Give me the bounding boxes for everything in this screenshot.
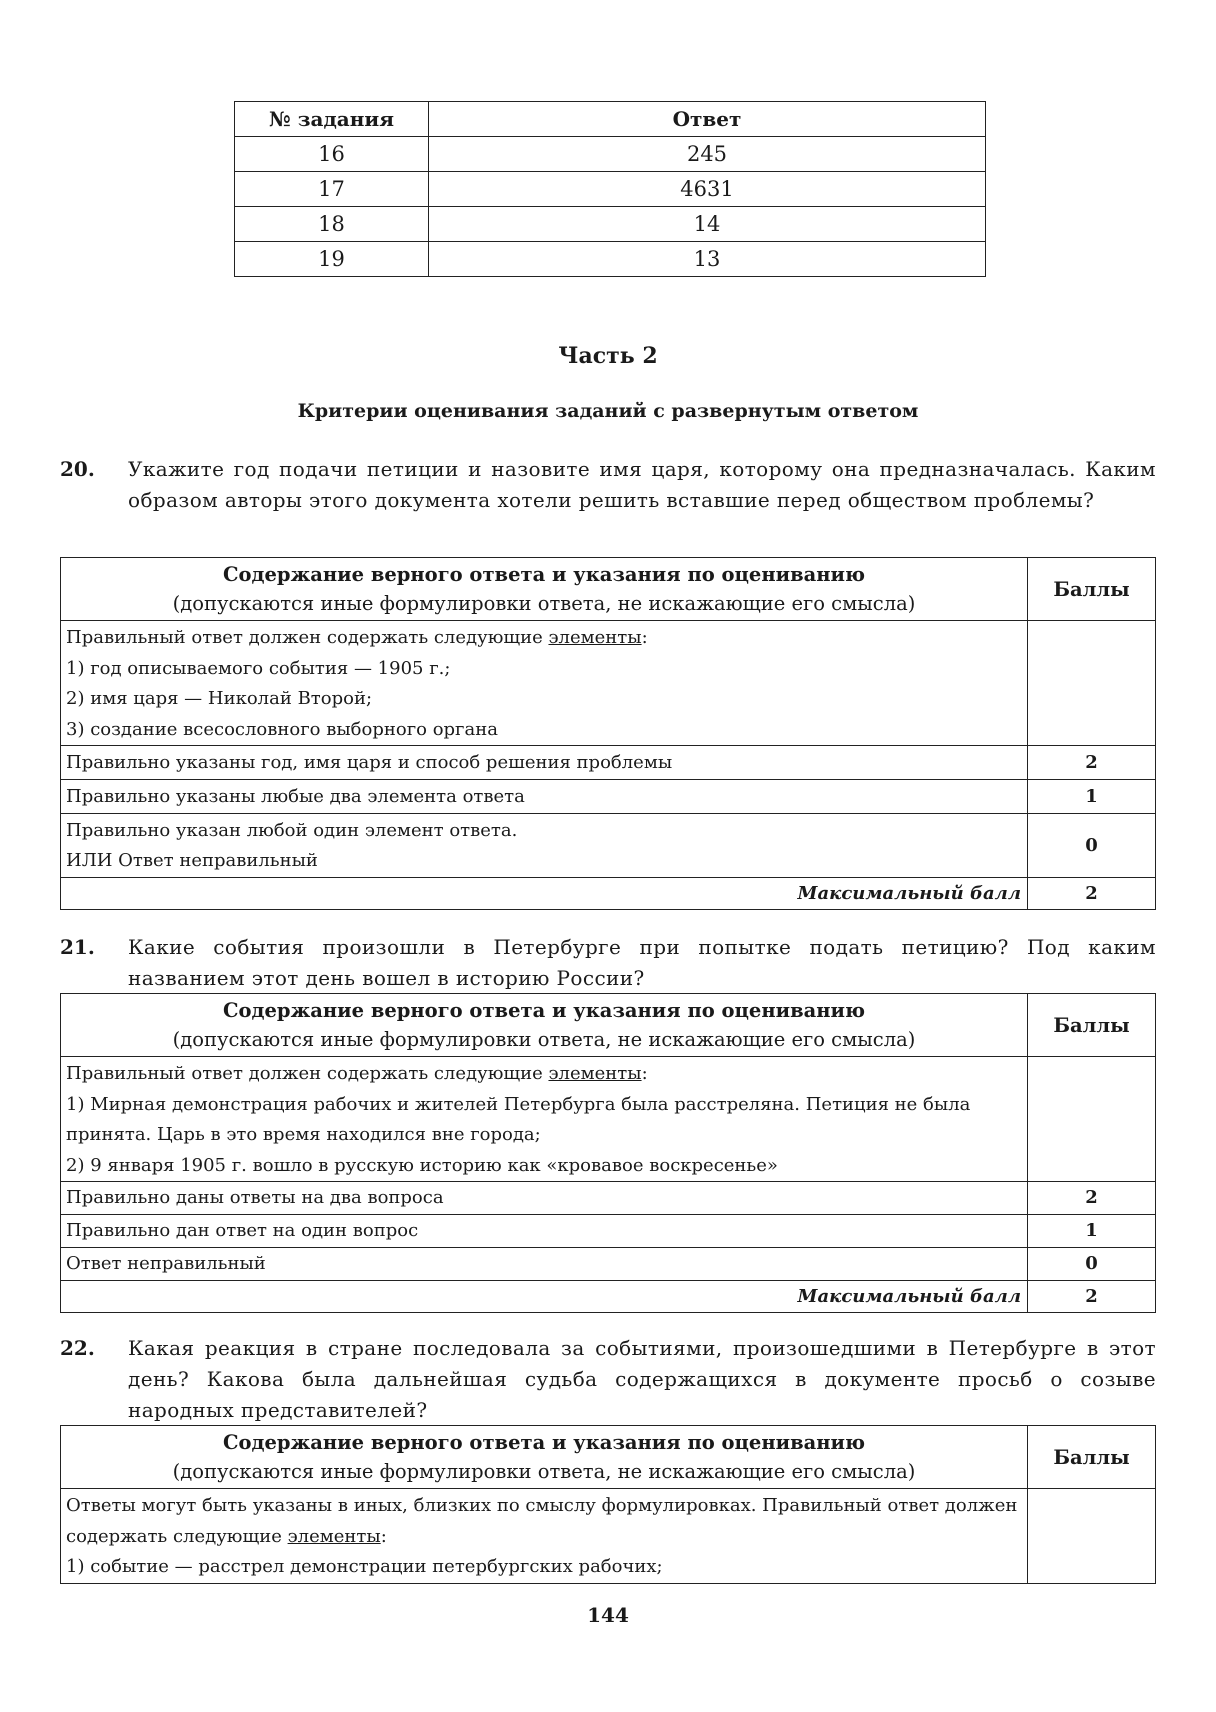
criteria-score: 0 — [1028, 1248, 1156, 1281]
criteria-text: Правильно указаны год, имя царя и способ решения проблемы — [61, 746, 1028, 780]
task-answer: 245 — [429, 137, 986, 172]
part-title: Часть 2 — [558, 343, 658, 369]
answer-element: 2) имя царя — Николай Второй; — [66, 688, 373, 709]
max-score-label: Максимальный балл — [61, 878, 1028, 910]
question-text: Какие события произошли в Петербурге при попытке подать петицию? Под каким названием этот день вошел в историю России? — [128, 935, 1156, 990]
table-row — [235, 242, 986, 277]
elements-word: элементы — [548, 1063, 642, 1084]
criteria-row — [61, 746, 1156, 780]
answer-elements — [61, 1057, 1028, 1182]
question-20 — [60, 454, 1156, 516]
answer-elements — [61, 1489, 1028, 1584]
page-number: 144 — [587, 1603, 629, 1627]
criteria-score: 0 — [1028, 814, 1156, 878]
elements-intro: Правильный ответ должен содержать следующие элементы: — [66, 1063, 648, 1084]
table-row — [235, 137, 986, 172]
score-header: Баллы — [1028, 1426, 1156, 1489]
elements-row — [61, 621, 1156, 746]
max-score: 2 — [1028, 1281, 1156, 1313]
criteria-header-line1: Содержание верного ответа и указания по оцениванию — [223, 563, 865, 586]
criteria-text: Правильно указан любой один элемент ответа. ИЛИ Ответ неправильный — [61, 814, 1028, 878]
criteria-score: 2 — [1028, 1182, 1156, 1215]
criteria-text: Ответ неправильный — [61, 1248, 1028, 1281]
answer-element: 1) год описываемого события — 1905 г.; — [66, 657, 451, 679]
elements-intro: Ответы могут быть указаны в иных, близких по смыслу формулировках. Правильный ответ должен содержать следующие элементы: — [66, 1495, 1018, 1547]
criteria-header-row — [61, 1426, 1156, 1489]
criteria-title: Критерии оценивания заданий с развернутым ответом — [297, 400, 919, 422]
criteria-score: 1 — [1028, 1215, 1156, 1248]
answer-table-header — [235, 102, 986, 137]
answer-table — [234, 101, 986, 277]
criteria-header-line2: (допускаются иные формулировки ответа, не искажающие его смысла) — [172, 1028, 916, 1051]
task-number: 16 — [235, 137, 429, 172]
answer-element: 1) Мирная демонстрация рабочих и жителей Петербурга была расстреляна. Петиция не была принята. Царь в это время находился вне города; — [66, 1093, 971, 1145]
question-number: 20. — [60, 457, 95, 481]
criteria-score: 1 — [1028, 780, 1156, 814]
header-answer: Ответ — [429, 102, 986, 137]
max-score: 2 — [1028, 878, 1156, 910]
elements-intro: Правильный ответ должен содержать следующие элементы: — [66, 627, 648, 648]
criteria-table-21 — [60, 993, 1156, 1313]
question-number: 22. — [60, 1336, 95, 1360]
question-text: Укажите год подачи петиции и назовите имя царя, которому она предназначалась. Каким образом авторы этого документа хотели решить вставшие перед обществом проблемы? — [128, 457, 1156, 512]
task-number: 17 — [235, 172, 429, 207]
answer-element: 3) создание всесословного выборного органа — [66, 718, 498, 740]
answer-element: 1) событие — расстрел демонстрации петербургских рабочих; — [66, 1556, 663, 1577]
criteria-header-line2: (допускаются иные формулировки ответа, не искажающие его смысла) — [172, 592, 916, 615]
max-score-row — [61, 1281, 1156, 1313]
criteria-header-line1: Содержание верного ответа и указания по оцениванию — [223, 999, 865, 1022]
header-task-number: № задания — [235, 102, 429, 137]
criteria-header-line1: Содержание верного ответа и указания по оцениванию — [223, 1431, 865, 1454]
criteria-text: Правильно указаны любые два элемента ответа — [61, 780, 1028, 814]
criteria-row — [61, 780, 1156, 814]
criteria-text: Правильно даны ответы на два вопроса — [61, 1182, 1028, 1215]
criteria-row — [61, 1248, 1156, 1281]
table-row — [235, 172, 986, 207]
question-22 — [60, 1333, 1156, 1426]
table-row — [235, 207, 986, 242]
criteria-row — [61, 1215, 1156, 1248]
task-answer: 13 — [429, 242, 986, 277]
criteria-score: 2 — [1028, 746, 1156, 780]
elements-word: элементы — [287, 1525, 381, 1547]
elements-row — [61, 1489, 1156, 1584]
task-answer: 14 — [429, 207, 986, 242]
question-number: 21. — [60, 935, 95, 959]
answer-elements — [61, 621, 1028, 746]
question-21 — [60, 932, 1156, 994]
criteria-text: Правильно дан ответ на один вопрос — [61, 1215, 1028, 1248]
max-score-label: Максимальный балл — [61, 1281, 1028, 1313]
criteria-table-22 — [60, 1425, 1156, 1584]
criteria-header-row — [61, 994, 1156, 1057]
score-header: Баллы — [1028, 558, 1156, 621]
criteria-table-20 — [60, 557, 1156, 910]
score-header: Баллы — [1028, 994, 1156, 1057]
criteria-header — [61, 1426, 1028, 1489]
elements-word: элементы — [548, 627, 642, 648]
max-score-row — [61, 878, 1156, 910]
task-number: 18 — [235, 207, 429, 242]
criteria-header-line2: (допускаются иные формулировки ответа, не искажающие его смысла) — [172, 1460, 916, 1483]
elements-row — [61, 1057, 1156, 1182]
task-number: 19 — [235, 242, 429, 277]
task-answer: 4631 — [429, 172, 986, 207]
criteria-row — [61, 814, 1156, 878]
criteria-header — [61, 994, 1028, 1057]
criteria-header — [61, 558, 1028, 621]
question-text: Какая реакция в стране последовала за событиями, произошедшими в Петербурге в этот день? Какова была дальнейшая судьба содержащихся в документе просьб о созыве народных представителей? — [128, 1336, 1156, 1422]
criteria-header-row — [61, 558, 1156, 621]
answer-element: 2) 9 января 1905 г. вошло в русскую историю как «кровавое воскресенье» — [66, 1154, 778, 1176]
criteria-row — [61, 1182, 1156, 1215]
